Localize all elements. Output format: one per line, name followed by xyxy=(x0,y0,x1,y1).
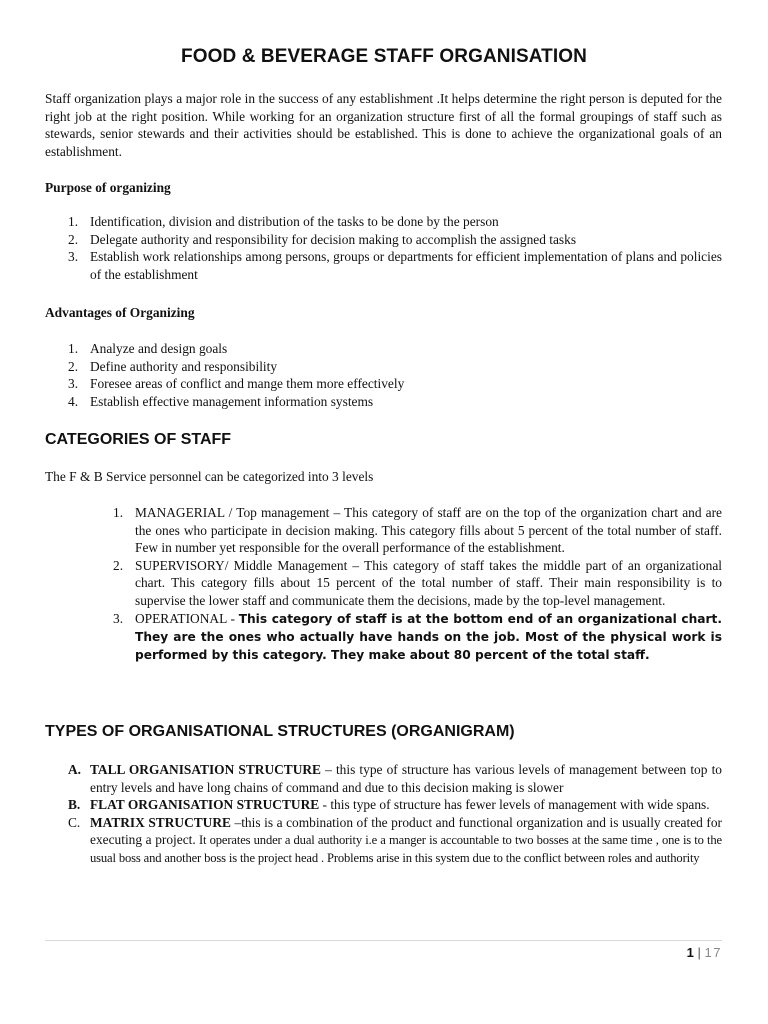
advantages-heading: Advantages of Organizing xyxy=(45,305,195,320)
list-item xyxy=(45,358,722,376)
list-item xyxy=(90,504,722,557)
list-item xyxy=(45,213,722,231)
list-letter: B. xyxy=(68,797,81,813)
list-item-text-continued: It operates under a dual authority i.e a manger is accountable to two bosses at the same time , one is to the usual boss and another boss is the project head . Problems arise in this system due to the conflict between roles and authority xyxy=(90,833,722,866)
list-item xyxy=(45,796,722,814)
purpose-list xyxy=(45,213,722,283)
page-separator: | xyxy=(697,945,701,960)
types-list xyxy=(45,761,722,867)
page-footer xyxy=(687,945,722,960)
list-number: 1. xyxy=(68,341,79,356)
page-title: FOOD & BEVERAGE STAFF ORGANISATION xyxy=(181,46,587,67)
list-item-text: Foresee areas of conflict and mange them more effectively xyxy=(90,376,405,392)
list-item-text: Identification, division and distribution of the tasks to be done by the person xyxy=(90,214,499,229)
list-letter: A. xyxy=(68,762,82,777)
list-item-label: MATRIX STRUCTURE xyxy=(90,814,231,830)
categories-heading: CATEGORIES OF STAFF xyxy=(45,431,232,448)
list-item-label: FLAT ORGANISATION STRUCTURE xyxy=(90,797,320,813)
list-number: 4. xyxy=(68,393,79,409)
list-item-text: SUPERVISORY/ Middle Management – This category of staff takes the middle part of an organizational chart. This category fills about 15 percent of the total number of staff. Their main responsibility is to supervise the lower staff and communicate them the decisions, made by the top-level management. xyxy=(135,557,722,608)
list-item xyxy=(45,375,722,393)
list-number: 1. xyxy=(68,214,79,229)
list-item xyxy=(45,248,722,283)
categories-intro: The F & B Service personnel can be categorized into 3 levels xyxy=(45,469,374,484)
list-item-text: Establish effective management information systems xyxy=(90,393,374,409)
list-item xyxy=(45,761,722,796)
list-letter: C. xyxy=(68,814,81,830)
list-number: 2. xyxy=(68,231,79,247)
list-item-text: –this is a combination of the product and functional organization and is usually created for executing a project. xyxy=(90,814,722,848)
list-item-text: MANAGERIAL / Top management – This category of staff are on the top of the organization chart and are the ones who participate in decision making. This category fills about 5 percent of the total number of staff. Few in number yet responsible for the overall performance of the establishment. xyxy=(135,505,722,556)
list-item-text: Delegate authority and responsibility for decision making to accomplish the assigned tasks xyxy=(90,231,577,247)
list-number: 1. xyxy=(113,505,124,520)
list-item xyxy=(45,814,722,868)
list-item-text: This category of staff is at the bottom end of an organizational chart. They are the ones who actually have hands on the job. Most of the physical work is performed by this category. They make about 80 percent of the total staff. xyxy=(135,611,722,662)
list-item xyxy=(90,610,722,664)
list-item xyxy=(45,393,722,411)
list-number: 3. xyxy=(68,376,79,392)
list-number: 2. xyxy=(68,358,79,374)
list-item-text: Establish work relationships among persons, groups or departments for efficient implementation of plans and policies of the establishment xyxy=(90,249,722,282)
page-total: 17 xyxy=(704,945,722,960)
list-item-text: - this type of structure has fewer levels of management with wide spans. xyxy=(319,797,710,813)
list-item xyxy=(45,231,722,249)
list-item xyxy=(45,340,722,358)
list-number: 2. xyxy=(113,557,124,573)
types-heading: TYPES OF ORGANISATIONAL STRUCTURES (ORGANIGRAM) xyxy=(45,723,515,740)
list-item-text: – this type of structure has various levels of management between top to entry levels and have long chains of command and due to this decision making is slower xyxy=(90,762,722,795)
list-number: 3. xyxy=(68,249,79,265)
footer-divider xyxy=(45,940,722,941)
list-item-text: Define authority and responsibility xyxy=(90,358,278,374)
list-item-label: OPERATIONAL - xyxy=(135,610,239,626)
list-item xyxy=(90,557,722,610)
list-item-label: TALL ORGANISATION STRUCTURE xyxy=(90,762,321,777)
list-item-text: Analyze and design goals xyxy=(90,341,228,356)
purpose-heading: Purpose of organizing xyxy=(45,180,171,195)
advantages-list xyxy=(45,340,722,410)
intro-paragraph: Staff organization plays a major role in the success of any establishment .It helps determine the right person is deputed for the right job at the right position. While working for an organization structure first of all the formal groupings of staff such as stewards, senior stewards and their activities should be established. This is done to achieve the organizational goals of an establishment. xyxy=(45,91,722,159)
list-number: 3. xyxy=(113,610,124,626)
categories-list xyxy=(90,504,722,664)
page-number: 1 xyxy=(686,945,694,960)
